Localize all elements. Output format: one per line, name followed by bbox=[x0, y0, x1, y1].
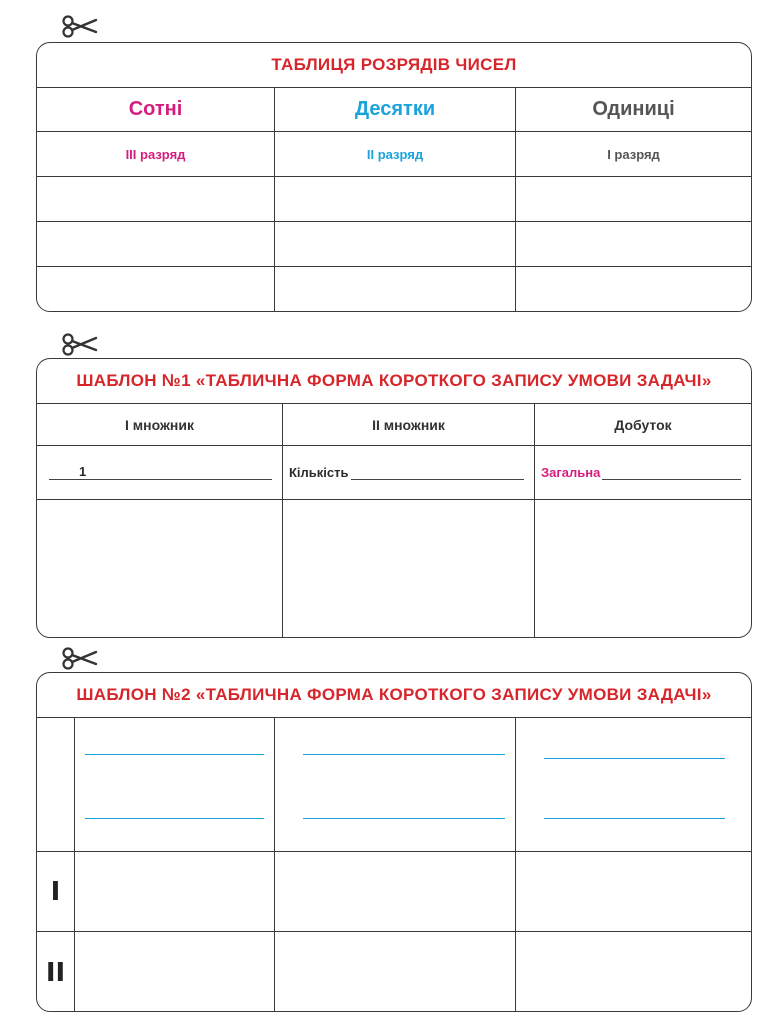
blank-line[interactable] bbox=[303, 754, 505, 755]
corner-cell bbox=[37, 718, 75, 852]
blank-cell[interactable] bbox=[516, 852, 751, 932]
blank-cell[interactable] bbox=[275, 222, 516, 267]
blank-cell[interactable] bbox=[37, 267, 275, 312]
rank-hundreds: III разряд bbox=[37, 132, 275, 177]
first-factor-value: 1 bbox=[79, 464, 87, 479]
fill-cell-quantity[interactable] bbox=[283, 446, 535, 500]
total-label: Загальна bbox=[541, 465, 601, 480]
header-input-cell[interactable] bbox=[275, 718, 516, 852]
blank-cell[interactable] bbox=[516, 932, 751, 1012]
blank-cell[interactable] bbox=[275, 177, 516, 222]
blank-cell[interactable] bbox=[283, 500, 535, 638]
blank-cell[interactable] bbox=[37, 222, 275, 267]
digit-place-table bbox=[36, 42, 752, 312]
header-hundreds: Сотні bbox=[37, 88, 275, 132]
blank-line[interactable] bbox=[303, 818, 505, 819]
header-input-cell[interactable] bbox=[75, 718, 275, 852]
blank-line[interactable] bbox=[85, 754, 264, 755]
template-1-table bbox=[36, 358, 752, 638]
blank-cell[interactable] bbox=[75, 932, 275, 1012]
row-label-second: ІІ bbox=[37, 932, 75, 1012]
header-second-factor: ІІ множник bbox=[283, 404, 535, 446]
header-units: Одиниці bbox=[516, 88, 751, 132]
blank-cell[interactable] bbox=[37, 177, 275, 222]
blank-cell[interactable] bbox=[516, 222, 751, 267]
fill-cell-first-factor[interactable] bbox=[37, 446, 283, 500]
blank-cell[interactable] bbox=[75, 852, 275, 932]
rank-tens: II разряд bbox=[275, 132, 516, 177]
template-2-title: ШАБЛОН №2 «ТАБЛИЧНА ФОРМА КОРОТКОГО ЗАПИСУ УМОВИ ЗАДАЧІ» bbox=[37, 673, 751, 718]
template-1-title: ШАБЛОН №1 «ТАБЛИЧНА ФОРМА КОРОТКОГО ЗАПИСУ УМОВИ ЗАДАЧІ» bbox=[37, 359, 751, 404]
blank-line[interactable] bbox=[544, 758, 725, 759]
blank-line[interactable] bbox=[544, 818, 725, 819]
scissors-icon bbox=[62, 646, 98, 670]
header-first-factor: І множник bbox=[37, 404, 283, 446]
header-tens: Десятки bbox=[275, 88, 516, 132]
scissors-icon bbox=[62, 14, 98, 38]
blank-cell[interactable] bbox=[37, 500, 283, 638]
header-product: Добуток bbox=[535, 404, 751, 446]
digit-table-title: ТАБЛИЦЯ РОЗРЯДІВ ЧИСЕЛ bbox=[37, 43, 751, 88]
blank-cell[interactable] bbox=[275, 852, 516, 932]
quantity-label: Кількість bbox=[289, 465, 349, 480]
scissors-icon bbox=[62, 332, 98, 356]
template-2-table bbox=[36, 672, 752, 1012]
blank-cell[interactable] bbox=[516, 267, 751, 312]
blank-cell[interactable] bbox=[275, 932, 516, 1012]
header-input-cell[interactable] bbox=[516, 718, 751, 852]
blank-cell[interactable] bbox=[516, 177, 751, 222]
row-label-first: І bbox=[37, 852, 75, 932]
blank-cell[interactable] bbox=[535, 500, 751, 638]
rank-units: I разряд bbox=[516, 132, 751, 177]
blank-cell[interactable] bbox=[275, 267, 516, 312]
blank-line[interactable] bbox=[85, 818, 264, 819]
fill-cell-total[interactable] bbox=[535, 446, 751, 500]
